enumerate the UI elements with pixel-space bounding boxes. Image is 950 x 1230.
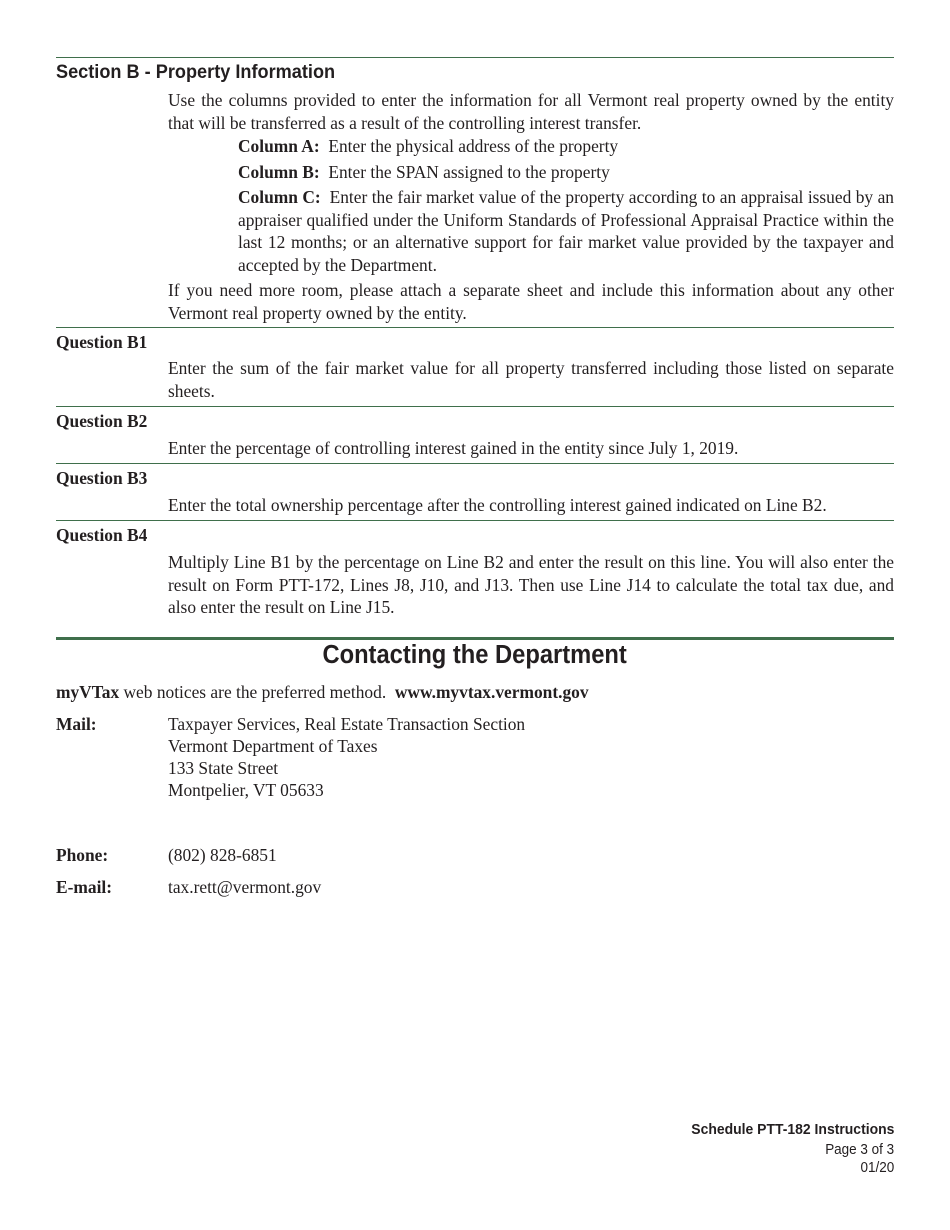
contact-divider [56,637,894,640]
myvtax-label: myVTax [56,682,120,702]
column-b-text: Enter the SPAN assigned to the property [328,162,610,182]
top-divider [56,57,894,58]
column-c-label: Column C: [238,187,321,207]
more-room-note: If you need more room, please attach a separate sheet and include this information about any other Vermont real property owned by the entity. [168,280,894,323]
mail-line-2: Vermont Department of Taxes [168,736,378,756]
contact-title: Contacting the Department [322,641,628,669]
question-b3-text: Enter the total ownership percentage after the controlling interest gained indicated on Line B2. [168,495,827,515]
column-a-text: Enter the physical address of the property [328,136,619,156]
section-b-intro: Use the columns provided to enter the information for all Vermont real property owned by the entity that will be transferred as a result of the controlling interest transfer. [168,90,894,133]
section-b-heading: Section B - Property Information [56,61,336,83]
divider-b1 [56,327,894,328]
question-b2-text: Enter the percentage of controlling interest gained in the entity since July 1, 2019. [168,438,739,458]
question-b4-label: Question B4 [56,525,148,545]
footer-page-number: Page 3 of 3 [825,1142,894,1158]
column-b-label: Column B: [238,162,320,182]
column-a-instruction [238,135,894,158]
divider-b2 [56,406,894,407]
column-c-instruction [238,186,894,276]
myvtax-line [56,681,589,704]
question-b1-text: Enter the sum of the fair market value for all property transferred including those listed on separate sheets. [168,358,894,401]
question-b3-label: Question B3 [56,468,148,488]
question-b1-label: Question B1 [56,332,148,352]
mail-line-4: Montpelier, VT 05633 [168,780,324,800]
phone-number: (802) 828-6851 [168,845,277,865]
footer-form-name: Schedule PTT-182 Instructions [690,1121,894,1138]
column-b-instruction [238,161,894,184]
footer-revision: 01/20 [860,1160,894,1176]
email-link[interactable]: tax.rett@vermont.gov [168,877,322,897]
divider-b4 [56,520,894,521]
mail-line-3: 133 State Street [168,758,279,778]
email-label: E-mail: [56,877,113,897]
myvtax-url-link[interactable]: www.myvtax.vermont.gov [394,682,589,702]
phone-label: Phone: [56,845,109,865]
mail-label: Mail: [56,714,97,734]
mail-line-1: Taxpayer Services, Real Estate Transaction Section [168,714,526,734]
question-b4-text: Multiply Line B1 by the percentage on Line B2 and enter the result on this line. You will also enter the result on Form PTT-172, Lines J8, J10, and J13. Then use Line J14 to calculate the total tax due, and also enter the result on Line J15. [168,552,894,617]
column-a-label: Column A: [238,136,320,156]
myvtax-text: web notices are the preferred method. [123,682,387,702]
divider-b3 [56,463,894,464]
question-b2-label: Question B2 [56,411,148,431]
column-c-text: Enter the fair market value of the property according to an appraisal issued by an appraiser qualified under the Uniform Standards of Professional Appraisal Practice within the last 12 months; or an alternative support for fair market value provided by the taxpayer and accepted by the Department. [238,187,894,275]
